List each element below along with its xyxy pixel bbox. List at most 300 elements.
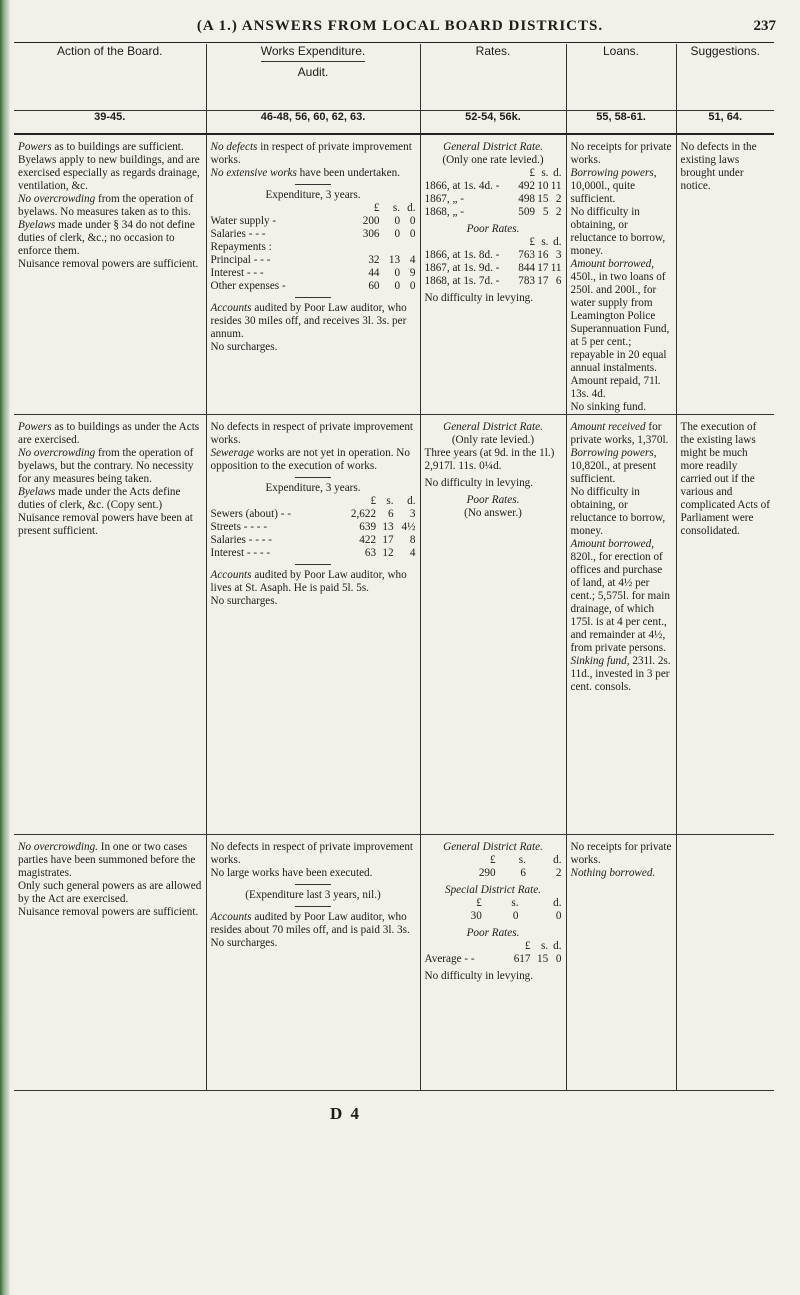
ref-suggestions: 51, 64. <box>676 111 774 135</box>
action-cell <box>14 415 206 835</box>
poor-rate-table-line <box>425 275 562 288</box>
loans-paragraph-text: No receipts for private works. <box>570 841 672 866</box>
district-rate-table-unit: d. <box>553 167 562 179</box>
running-head: (A 1.) ANSWERS FROM LOCAL BOARD DISTRICTS. <box>196 18 604 34</box>
expenditure-note: (Expenditure last 3 years, nil.) <box>245 889 381 901</box>
district-rate-table-label <box>425 193 515 206</box>
expenditure-table-leader: - - - - <box>248 534 273 546</box>
expenditure-table-value: 0 <box>409 215 416 227</box>
expenditure-table-unit: £ <box>373 202 380 214</box>
loans-paragraph-lead: Sinking fund, <box>570 655 630 667</box>
loans-paragraph-text: No difficulty in obtaining, or reluctance to borrow, money. <box>570 486 666 537</box>
header-works-expenditure: Works Expenditure. <box>261 44 366 62</box>
table-row <box>14 415 774 835</box>
action-paragraph-text: Nuisance removal powers are sufficient. <box>18 906 199 918</box>
district-rate-table-value: 290 <box>478 867 496 879</box>
poor-rate-table-units-blank <box>425 940 504 953</box>
expenditure-table <box>211 202 416 293</box>
expenditure-table-value: 63 <box>364 547 377 559</box>
poor-rate-text: (No answer.) <box>464 507 522 519</box>
district-rate-table-unit: £ <box>490 854 496 866</box>
expenditure-table-value: 4 <box>409 547 416 559</box>
loans-cell <box>566 415 676 835</box>
expenditure-table-value: 32 <box>368 254 380 266</box>
levying-note: No difficulty in levying. <box>424 970 534 982</box>
action-paragraph <box>18 512 202 538</box>
audit-paragraph-lead: Accounts <box>210 911 252 923</box>
expenditure-table <box>211 495 416 560</box>
expenditure-table-label-text: Sewers (about) <box>210 508 278 520</box>
poor-rate-table-label <box>425 953 504 966</box>
expenditure-table-value: 639 <box>359 521 377 533</box>
poor-rate-table-label <box>425 275 515 288</box>
expenditure-table-value: 3 <box>409 508 416 520</box>
district-rate-table-line <box>425 180 562 193</box>
page-number: 237 <box>753 18 776 34</box>
audit-paragraph <box>211 569 416 595</box>
poor-rate-table-line <box>425 249 562 262</box>
action-paragraph-text: made under § 34 do not define duties of clerk, &c.; no occasion to enforce them. <box>18 219 195 257</box>
expenditure-table-value: 200 <box>362 215 380 227</box>
header-audit: Audit. <box>297 65 329 79</box>
expenditure-table-line <box>211 547 416 560</box>
action-paragraph <box>18 154 202 193</box>
poor-rate-title: Poor Rates. <box>466 927 520 939</box>
expenditure-table-value: 2,622 <box>350 508 377 520</box>
expenditure-table-label <box>211 254 349 267</box>
district-rate-table-value: 2 <box>555 193 562 205</box>
action-paragraph-text: from the operation of byelaws, but the contrary. No necessity for any measures being taken. <box>18 447 194 485</box>
answers-table <box>14 44 774 1091</box>
loans-paragraph <box>571 655 672 694</box>
special-rate-title: Special District Rate. <box>444 884 541 896</box>
works-paragraph <box>211 167 416 180</box>
action-paragraph-text: as to buildings as under the Acts are exercised. <box>18 421 200 446</box>
poor-rate-table-value: 3 <box>555 249 562 261</box>
expenditure-table-value: 12 <box>382 547 394 559</box>
poor-rate-table-unit: s. <box>541 236 549 248</box>
loans-paragraph-text: 820l., for erection of offices and purchase of land, at 4½ per cent.; 5,575l. for main drainage, of which 175l. is at 4 per cent., and remainder at 4½, from private persons. <box>570 551 670 654</box>
action-paragraph-lead: Powers <box>18 421 52 433</box>
expenditure-table-value: 9 <box>409 267 416 279</box>
special-rate-table-value: 0 <box>512 910 519 922</box>
action-paragraph-text: In one or two cases parties have been summoned before the magistrates. <box>18 841 196 879</box>
special-rate-table-units <box>425 897 562 910</box>
rates-cell <box>420 134 566 415</box>
expenditure-table-value: 0 <box>394 228 401 240</box>
poor-rate-table-value: 844 <box>518 262 535 274</box>
expenditure-table-label-text: Repayments : <box>210 241 272 253</box>
poor-rate-table-value: 15 <box>537 953 549 965</box>
expenditure-table-value: 6 <box>387 508 394 520</box>
expenditure-table-label <box>211 215 349 228</box>
works-cell <box>206 415 420 835</box>
works-cell <box>206 835 420 1091</box>
expenditure-table-unit: d. <box>407 495 416 507</box>
works-cell <box>206 134 420 415</box>
poor-rate-table-value: 11 <box>550 262 562 274</box>
special-rate-table-value: 0 <box>555 910 562 922</box>
suggestions-paragraph-text: The execution of the existing laws might be much more readily carried out if the various and complicated Acts of Parliament were consolidated. <box>680 421 770 537</box>
action-cell <box>14 835 206 1091</box>
poor-rate-table <box>425 236 562 288</box>
poor-rate-table-unit: d. <box>553 236 562 248</box>
action-paragraph-text: Nuisance removal powers are sufficient. <box>18 258 199 270</box>
expenditure-table-units-blank <box>211 202 349 215</box>
loans-paragraph <box>571 167 672 206</box>
expenditure-table-units <box>211 495 416 508</box>
audit-paragraph-text: audited by Poor Law auditor, who lives at St. Asaph. He is paid 5l. 5s. <box>210 569 407 594</box>
loans-paragraph-lead: Amount borrowed, <box>570 538 654 550</box>
works-paragraph <box>211 841 416 867</box>
district-rate-table <box>425 854 562 880</box>
loans-paragraph-lead: Amount borrowed, <box>570 258 654 270</box>
expenditure-table-value: 13 <box>382 521 394 533</box>
district-rate-table-line <box>425 867 562 880</box>
action-paragraph-lead: Powers <box>18 141 52 153</box>
special-rate-table-value: 30 <box>470 910 482 922</box>
loans-paragraph-lead: Borrowing powers, <box>570 167 657 179</box>
district-rate-table-line <box>425 193 562 206</box>
works-paragraph-lead: No defects <box>210 141 258 153</box>
expenditure-table-leader: - - - - <box>243 521 268 533</box>
expenditure-table-units-blank <box>211 495 337 508</box>
expenditure-table-line <box>211 241 416 254</box>
district-rate-table-label-text: 1867, „ - <box>424 193 464 205</box>
expenditure-table-value: 44 <box>368 267 380 279</box>
ref-works: 46-48, 56, 60, 62, 63. <box>206 111 420 135</box>
poor-rate-table-line <box>425 953 562 966</box>
district-rate-table-value: 6 <box>520 867 526 879</box>
book-spine-edge <box>0 0 10 1295</box>
expenditure-table-line <box>211 280 416 293</box>
expenditure-table-value: 17 <box>382 534 394 546</box>
poor-rate-table-line <box>425 262 562 275</box>
district-rate-table-value: 15 <box>537 193 549 205</box>
special-rate-table-unit: £ <box>476 897 482 909</box>
expenditure-table-label-text: Salaries <box>210 534 246 546</box>
expenditure-table-value: 0 <box>409 280 416 292</box>
works-paragraph-text: works are not yet in operation. No opposition to the execution of works. <box>210 447 410 472</box>
works-paragraph <box>211 141 416 167</box>
expenditure-table-label <box>211 508 337 521</box>
action-paragraph-text: Only such general powers as are allowed by the Act are exercised. <box>18 880 202 905</box>
district-rate-table-value: 2 <box>555 206 562 218</box>
special-rate-table-unit: d. <box>553 897 562 909</box>
header-suggestions: Suggestions. <box>676 44 774 111</box>
district-rate-table-value: 11 <box>550 180 562 192</box>
expenditure-table-label-text: Water supply <box>210 215 270 227</box>
expenditure-table-value: 422 <box>359 534 377 546</box>
works-paragraph <box>211 447 416 473</box>
district-rate-table-unit: £ <box>529 167 535 179</box>
ref-rates: 52-54, 56k. <box>420 111 566 135</box>
ref-action: 39-45. <box>14 111 206 135</box>
loans-paragraph <box>571 421 672 447</box>
poor-rate-table-units-blank <box>425 236 515 249</box>
expenditure-table-leader: - - - - <box>246 547 271 559</box>
suggestions-paragraph <box>681 421 771 538</box>
divider-rule <box>295 184 331 185</box>
audit-paragraph <box>211 911 416 937</box>
action-paragraph-text: as to buildings are sufficient. <box>51 141 184 153</box>
loans-paragraph-text: 450l., in two loans of 250l. and 200l., for water supply from Leamington Police Superannuation Fund, at 5 per cent.; repayable in 20 equal annual instalments. <box>570 271 670 374</box>
district-rate-title: General District Rate. <box>443 141 543 153</box>
header-rates: Rates. <box>420 44 566 111</box>
audit-paragraph <box>211 341 416 354</box>
expenditure-table-label <box>211 267 349 280</box>
poor-rate-table-label-text: 1866, at 1s. 8d. - <box>424 249 500 261</box>
divider-rule <box>295 297 331 298</box>
expenditure-table-line <box>211 228 416 241</box>
expenditure-table-leader: - <box>281 280 286 292</box>
poor-rate-table-value: 17 <box>537 275 549 287</box>
expenditure-table-label-text: Interest <box>210 547 245 559</box>
district-rate-table-value: 10 <box>537 180 549 192</box>
district-rate-table-line <box>425 206 562 219</box>
district-rate-table-value: 5 <box>542 206 549 218</box>
action-paragraph <box>18 219 202 258</box>
action-paragraph-text: from the operation of byelaws. No measures taken as to this. <box>18 193 194 218</box>
audit-paragraph-text: audited by Poor Law auditor, who resides 30 miles off, and receives 3l. 3s. per annum. <box>210 302 407 340</box>
expenditure-table-label-text: Principal - <box>210 254 258 266</box>
district-rate-table-label <box>425 180 515 193</box>
district-rate-table-units <box>425 167 562 180</box>
poor-rate-table-unit: d. <box>553 940 562 952</box>
works-paragraph <box>211 421 416 447</box>
district-rate-table-units-blank <box>425 167 515 180</box>
district-rate-title: General District Rate. <box>443 841 543 853</box>
action-paragraph <box>18 906 202 919</box>
action-cell <box>14 134 206 415</box>
action-paragraph-lead: No overcrowding. <box>18 841 98 853</box>
action-paragraph-text: Byelaws apply to new buildings, and are exercised especially as regards drainage, ventilation, &c. <box>18 154 200 192</box>
expenditure-table-line <box>211 521 416 534</box>
action-paragraph <box>18 486 202 512</box>
suggestions-cell <box>676 415 774 835</box>
suggestions-cell <box>676 134 774 415</box>
expenditure-table-value: 60 <box>368 280 380 292</box>
poor-rate-table <box>425 940 562 966</box>
expenditure-table-leader: - - <box>260 254 271 266</box>
expenditure-table-label-text: Salaries <box>210 228 246 240</box>
poor-rate-table-unit: £ <box>529 236 535 248</box>
divider-rule <box>295 906 331 907</box>
loans-paragraph <box>571 206 672 258</box>
header-loans: Loans. <box>566 44 676 111</box>
expenditure-title: Expenditure, 3 years. <box>265 189 361 201</box>
loans-paragraph-text: 10,820l., at present sufficient. <box>570 460 656 485</box>
loans-paragraph-text: 231l. 2s. 11d., invested in 3 per cent. consols. <box>570 655 671 693</box>
loans-paragraph <box>571 841 672 867</box>
poor-rate-table-value: 617 <box>513 953 531 965</box>
expenditure-table-units <box>211 202 416 215</box>
district-rate-table-units <box>425 854 562 867</box>
poor-rate-title: Poor Rates. <box>466 494 520 506</box>
expenditure-table-label <box>211 534 337 547</box>
loans-paragraph <box>571 258 672 375</box>
expenditure-table-label-text: Streets <box>210 521 241 533</box>
loans-paragraph-text: for private works, 1,370l. <box>570 421 669 446</box>
expenditure-table-unit: s. <box>392 202 401 214</box>
poor-rate-table-units <box>425 236 562 249</box>
action-paragraph-lead: Byelaws <box>18 486 56 498</box>
poor-rate-table-value: 763 <box>518 249 535 261</box>
special-rate-table <box>425 897 562 923</box>
expenditure-table-value: 0 <box>394 267 401 279</box>
loans-cell <box>566 835 676 1091</box>
district-rate-table-label <box>425 206 515 219</box>
loans-paragraph-lead: Amount received <box>570 421 646 433</box>
expenditure-table-line <box>211 267 416 280</box>
works-paragraph <box>211 867 416 880</box>
action-paragraph-lead: No overcrowding <box>18 193 96 205</box>
divider-rule <box>295 477 331 478</box>
poor-rate-table-label-text: 1868, at 1s. 7d. - <box>424 275 500 287</box>
expenditure-table-leader: - <box>272 215 277 227</box>
special-rate-table-line <box>425 910 562 923</box>
special-rate-table-unit: s. <box>511 897 519 909</box>
district-rate-table-unit: s. <box>518 854 526 866</box>
table-body <box>14 134 774 1091</box>
suggestions-paragraph <box>681 141 771 193</box>
audit-paragraph-text: audited by Poor Law auditor, who resides about 70 miles off, and is paid 3l. 3s. <box>210 911 410 936</box>
district-rate-subtitle: (Only one rate levied.) <box>442 154 544 166</box>
levying-note: No difficulty in levying. <box>424 477 534 489</box>
district-rate-table-unit: d. <box>553 854 562 866</box>
expenditure-table-value <box>400 241 415 254</box>
expenditure-table-value: 0 <box>409 228 416 240</box>
expenditure-table-label <box>211 241 349 254</box>
expenditure-table-value: 0 <box>394 215 401 227</box>
district-rate-table <box>425 167 562 219</box>
works-paragraph-text: No large works have been executed. <box>210 867 373 879</box>
poor-rate-table-units <box>425 940 562 953</box>
poor-rate-table-label <box>425 249 515 262</box>
poor-rate-table-value: 783 <box>518 275 535 287</box>
loans-paragraph <box>571 401 672 414</box>
poor-rate-table-unit: £ <box>524 940 531 952</box>
table-row <box>14 134 774 415</box>
loans-paragraph-text: No difficulty in obtaining, or reluctance to borrow, money. <box>570 206 666 257</box>
audit-paragraph-text: No surcharges. <box>210 595 278 607</box>
poor-rate-table-unit: s. <box>541 940 549 952</box>
expenditure-table-unit: s. <box>386 495 394 507</box>
expenditure-table-label <box>211 280 349 293</box>
expenditure-table-leader: - - <box>280 508 291 520</box>
expenditure-table-label-text: Other expenses <box>210 280 280 292</box>
works-paragraph-text: No defects in respect of private improvement works. <box>210 841 414 866</box>
poor-rate-table-value: 17 <box>537 262 549 274</box>
ref-loans: 55, 58-61. <box>566 111 676 135</box>
loans-paragraph <box>571 867 672 880</box>
expenditure-table-label-text: Interest <box>210 267 245 279</box>
loans-paragraph <box>571 538 672 655</box>
loans-paragraph <box>571 447 672 486</box>
works-paragraph-text: No defects in respect of private improvement works. <box>210 421 414 446</box>
district-rate-table-value: 492 <box>518 180 535 192</box>
rates-cell <box>420 835 566 1091</box>
poor-rate-table-value: 6 <box>555 275 562 287</box>
expenditure-table-value: 306 <box>362 228 380 240</box>
expenditure-table-value: 13 <box>388 254 401 266</box>
expenditure-table-value: 0 <box>394 280 401 292</box>
suggestions-paragraph-text: No defects in the existing laws brought under notice. <box>680 141 757 192</box>
expenditure-table-label <box>211 547 337 560</box>
audit-paragraph-lead: Accounts <box>210 302 252 314</box>
header-action: Action of the Board. <box>14 44 206 111</box>
expenditure-table-line <box>211 254 416 267</box>
action-paragraph-lead: No overcrowding <box>18 447 96 459</box>
poor-rate-table-value: 0 <box>555 953 562 965</box>
action-paragraph-text: made under the Acts define duties of clerk, &c. (Copy sent.) <box>18 486 181 511</box>
poor-rate-title: Poor Rates. <box>466 223 520 235</box>
expenditure-table-value: 4 <box>409 254 416 266</box>
action-paragraph <box>18 880 202 906</box>
works-paragraph-lead: Sewerage <box>210 447 254 459</box>
expenditure-table-value <box>349 241 380 254</box>
action-paragraph <box>18 841 202 880</box>
district-rate-table-value: 498 <box>518 193 535 205</box>
suggestions-cell <box>676 835 774 1091</box>
action-paragraph-text: Nuisance removal powers have been at present sufficient. <box>18 512 193 537</box>
poor-rate-table-label-text: 1867, at 1s. 9d. - <box>424 262 500 274</box>
audit-paragraph-text: No surcharges. <box>210 341 278 353</box>
action-paragraph <box>18 193 202 219</box>
action-paragraph <box>18 447 202 486</box>
district-rate-table-value: 509 <box>518 206 535 218</box>
top-rule <box>14 42 774 43</box>
expenditure-table-value: 4½ <box>401 521 416 533</box>
expenditure-table-line <box>211 215 416 228</box>
district-rate-table-label-text: 1868, „ - <box>424 206 464 218</box>
action-paragraph <box>18 258 202 271</box>
loans-paragraph <box>571 375 672 401</box>
loans-paragraph-lead: Borrowing powers, <box>570 447 657 459</box>
audit-paragraph <box>211 302 416 341</box>
loans-paragraph <box>571 486 672 538</box>
action-paragraph <box>18 421 202 447</box>
expenditure-table-line <box>211 534 416 547</box>
poor-rate-table-label <box>425 262 515 275</box>
loans-paragraph-text: 10,000l., quite sufficient. <box>570 180 636 205</box>
poor-rate-table-value: 16 <box>537 249 549 261</box>
district-rate-table-label-text: 1866, at 1s. 4d. - <box>424 180 500 192</box>
audit-paragraph <box>211 937 416 950</box>
loans-paragraph-lead: Nothing borrowed. <box>570 867 656 879</box>
expenditure-table-line <box>211 508 416 521</box>
poor-rate-table-label-text: Average - - <box>424 953 475 965</box>
expenditure-table-value <box>380 241 401 254</box>
loans-paragraph <box>571 141 672 167</box>
audit-paragraph <box>211 595 416 608</box>
loans-paragraph-text: No sinking fund. <box>570 401 647 413</box>
loans-paragraph-text: Amount repaid, 71l. 13s. 4d. <box>570 375 661 400</box>
expenditure-table-leader: - - - <box>246 267 264 279</box>
divider-rule <box>295 884 331 885</box>
expenditure-table-unit: £ <box>370 495 377 507</box>
audit-paragraph-lead: Accounts <box>210 569 252 581</box>
header-works <box>206 44 420 111</box>
action-paragraph <box>18 141 202 154</box>
district-rate-table-value: 2 <box>555 867 562 879</box>
loans-cell <box>566 134 676 415</box>
divider-rule <box>295 564 331 565</box>
district-rate-text: Three years (at 9d. in the 1l.) 2,917l. 11s. 0¼d. <box>424 447 555 472</box>
expenditure-table-leader: - - - <box>248 228 266 240</box>
loans-paragraph-text: No receipts for private works. <box>570 141 672 166</box>
table-row <box>14 835 774 1091</box>
